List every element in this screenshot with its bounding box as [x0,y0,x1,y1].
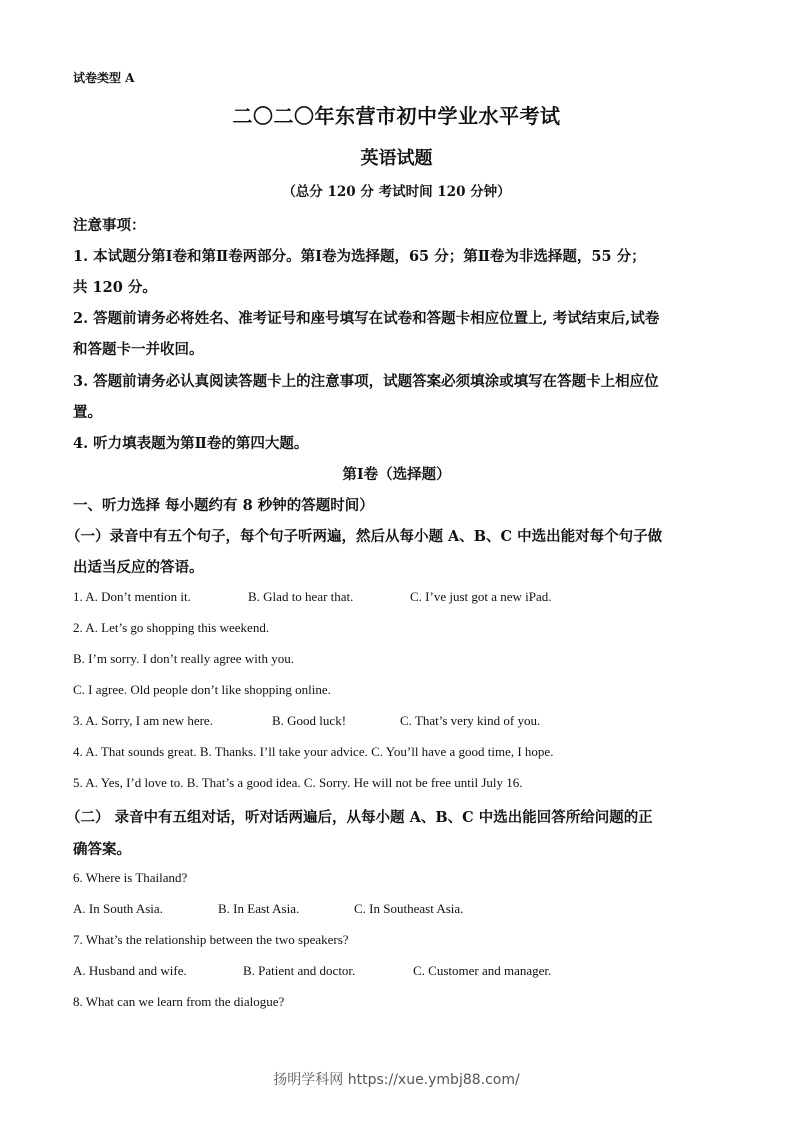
q2-option-c: C. I agree. Old people don’t like shopping online. [73,682,331,697]
q6-option-b: B. In East Asia. [218,901,300,916]
q2-option-a: 2. A. Let’s go shopping this weekend. [73,620,270,635]
paper-type-label: 试卷类型 A [73,71,135,85]
q6-option-c: C. In Southeast Asia. [354,901,464,916]
q3-option-a: 3. A. Sorry, I am new here. [73,713,213,728]
q3-option-c: C. That’s very kind of you. [400,713,541,728]
score-time-info: （总分 120 分 考试时间 120 分钟） [282,184,511,200]
subsection2-instructions: （二） 录音中有五组对话，听对话两遍后，从每小题 A、B、C 中选出能回答所给问题的正 [66,809,653,826]
note-line: 2. 答题前请务必将姓名、准考证号和座号填写在试卷和答题卡相应位置上, 考试结束后,试卷 [73,310,660,327]
exam-subtitle: 英语试题 [360,148,433,169]
q1-option-c: C. I’ve just got a new iPad. [410,589,552,604]
subsection1-instructions: （一）录音中有五个句子，每个句子听两遍，然后从每小题 A、B、C 中选出能对每个句子做 [66,528,663,545]
q2-option-b: B. I’m sorry. I don’t really agree with you. [73,651,294,666]
subsection1-instructions: 出适当反应的答语。 [73,559,204,576]
q1-option-b: B. Glad to hear that. [248,589,354,604]
q6-option-a: A. In South Asia. [73,901,163,916]
q3-option-b: B. Good luck! [272,713,347,728]
note-line: 1. 本试题分第Ⅰ卷和第Ⅱ卷两部分。第Ⅰ卷为选择题，65 分；第Ⅱ卷为非选择题，55 分； [73,248,646,265]
q8-stem: 8. What can we learn from the dialogue? [73,994,285,1009]
q7-option-b: B. Patient and doctor. [243,963,356,978]
q4-options: 4. A. That sounds great. B. Thanks. I’ll take your advice. C. You’ll have a good time, I hope. [73,744,554,759]
notes-heading: 注意事项： [73,217,146,234]
q5-options: 5. A. Yes, I’d love to. B. That’s a good idea. C. Sorry. He will not be free until July 16. [73,775,523,790]
q7-option-a: A. Husband and wife. [73,963,187,978]
note-line: 4. 听力填表题为第Ⅱ卷的第四大题。 [73,435,309,452]
note-line: 共 120 分。 [73,279,157,296]
subsection2-instructions: 确答案。 [73,841,131,858]
section1-heading: 一、听力选择 每小题约有 8 秒钟的答题时间） [73,497,374,514]
exam-title: 二〇二〇年东营市初中学业水平考试 [232,104,561,128]
note-line: 3. 答题前请务必认真阅读答题卡上的注意事项，试题答案必须填涂或填写在答题卡上相应位 [73,373,659,390]
note-line: 置。 [73,404,102,421]
note-line: 和答题卡一并收回。 [73,341,204,358]
q7-stem: 7. What’s the relationship between the two speakers? [73,932,349,947]
footer-watermark: 扬明学科网 https://xue.ymbj88.com/ [273,1072,520,1088]
part1-heading: 第Ⅰ卷（选择题） [342,466,451,483]
q6-stem: 6. Where is Thailand? [73,870,188,885]
q1-option-a: 1. A. Don’t mention it. [73,589,191,604]
q7-option-c: C. Customer and manager. [413,963,552,978]
